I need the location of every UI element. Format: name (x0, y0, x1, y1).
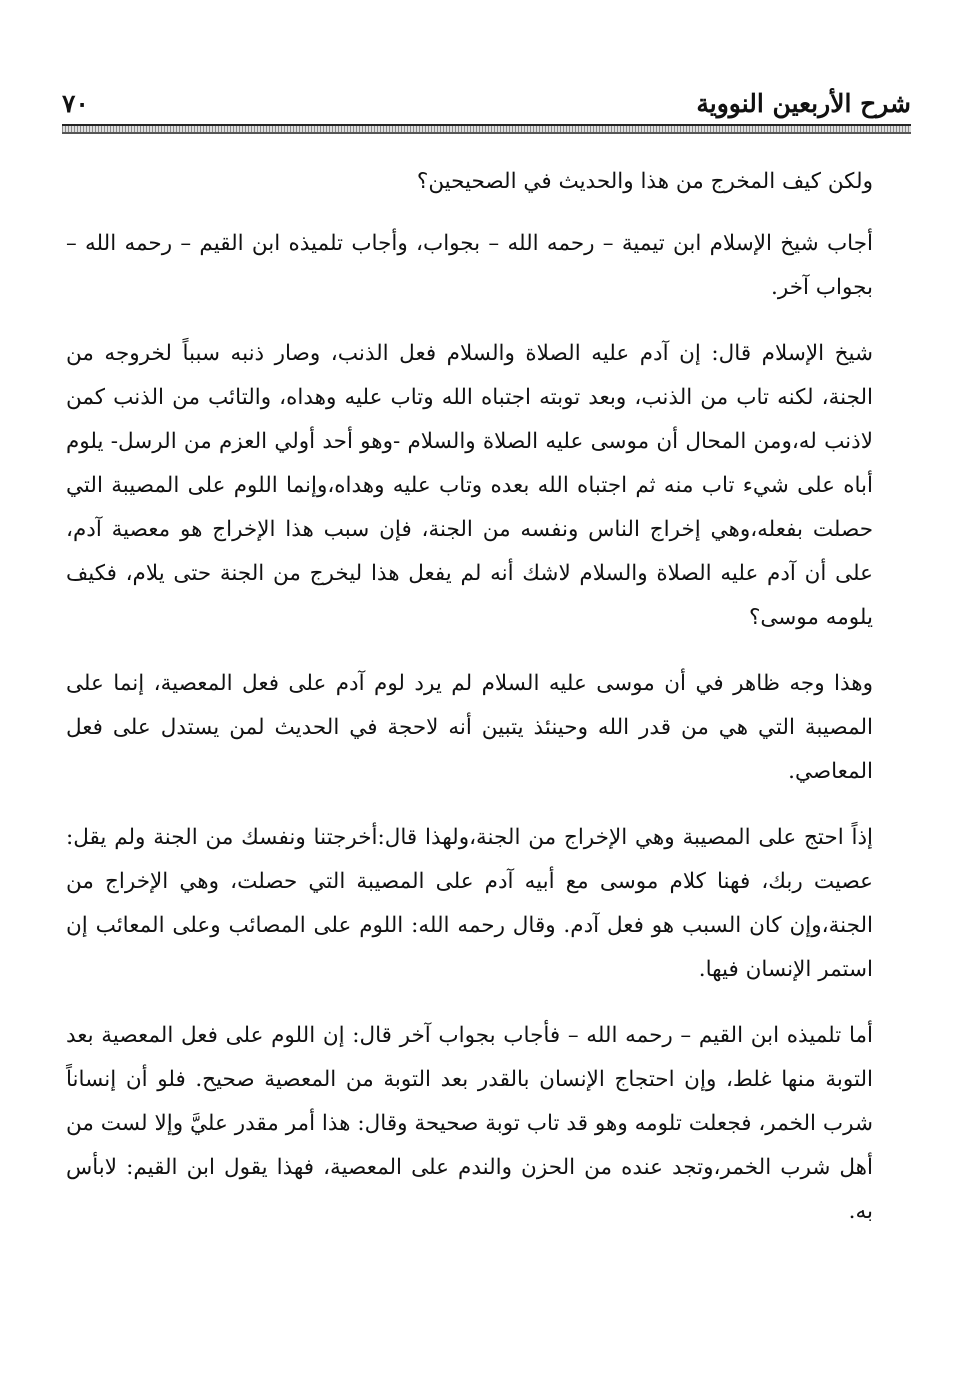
paragraph: شيخ الإسلام قال: إن آدم عليه الصلاة والسلام فعل الذنب، وصار ذنبه سبباً لخروجه من الجنة، لكنه تاب من الذنب، وبعد توبته اجتباه الله وتاب عليه وهداه، والتائب من الذنب كمن لاذنب له،ومن المحال أن موسى عليه الصلاة والسلام -وهو أحد أولي العزم من الرسل- يلوم أباه على شيء تاب منه ثم اجتباه الله بعده وتاب عليه وهداه،وإنما اللوم على المصيبة التي حصلت بفعله،وهي إخراج الناس ونفسه من الجنة، فإن سبب هذا الإخراج هو معصية آدم، على أن آدم عليه الصلاة والسلام لاشك أنه لم يفعل هذا ليخرج من الجنة حتى يلام، فكيف يلومه موسى؟ (66, 341, 873, 630)
paragraph: أما تلميذه ابن القيم – رحمه الله – فأجاب بجواب آخر قال: إن اللوم على فعل المعصية بعد التوبة منها غلط، وإن احتجاج الإنسان بالقدر بعد التوبة من المعصية صحيح. فلو أن إنساناً شرب الخمر، فجعلت تلومه وهو قد تاب توبة صحيحة وقال: هذا أمر مقدر عليَّ وإلا لست من أهل شرب الخمر،وتجد عنده من الحزن والندم على المعصية، فهذا يقول ابن القيم: لابأس به. (66, 1023, 873, 1224)
paragraph: أجاب شيخ الإسلام ابن تيمية – رحمه الله – بجواب، وأجاب تلميذه ابن القيم – رحمه الله – بجواب آخر. (66, 231, 873, 300)
body-text (66, 160, 873, 1256)
paragraph: وهذا وجه ظاهر في أن موسى عليه السلام لم يرد لوم آدم على فعل المعصية، إنما على المصيبة التي هي من قدر الله وحينئذ يتبين أنه لاحجة في الحديث لمن يستدل على فعل المعاصي. (66, 671, 873, 784)
header-divider (62, 124, 911, 134)
running-title: شرح الأربعين النووية (696, 89, 911, 118)
paragraph: ولكن كيف المخرج من هذا والحديث في الصحيحين؟ (416, 169, 873, 194)
page-header (62, 78, 911, 122)
paragraph: إذاً احتج على المصيبة وهي الإخراج من الجنة،ولهذا قال:أخرجتنا ونفسك من الجنة ولم يقل: عصيت ربك، فهنا كلام موسى مع أبيه آدم على المصيبة التي حصلت، وهي الإخراج من الجنة،وإن كان السبب هو فعل آدم. وقال رحمه الله: اللوم على المصائب وعلى المعائب إن استمر الإنسان فيها. (66, 825, 873, 982)
page-number: ٧٠ (62, 89, 89, 118)
